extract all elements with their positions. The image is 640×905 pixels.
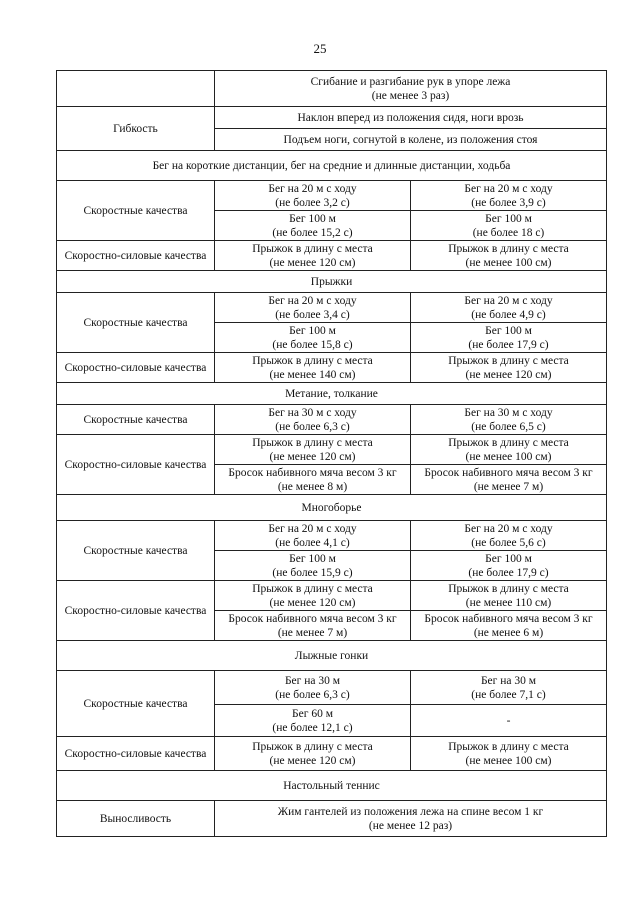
cell-line: Наклон вперед из положения сидя, ноги врозь bbox=[297, 111, 524, 124]
norm-cell bbox=[215, 129, 607, 151]
table-row bbox=[57, 801, 607, 837]
cell-line: Бег на 20 м с ходу bbox=[464, 522, 553, 535]
norm-cell-female bbox=[411, 581, 607, 611]
cell-line: Бросок набивного мяча весом 3 кг bbox=[424, 612, 593, 625]
norm-cell-female bbox=[411, 323, 607, 353]
page-number: 25 bbox=[313, 41, 327, 56]
norm-cell-female bbox=[411, 611, 607, 641]
cell-line: (не менее 140 см) bbox=[269, 368, 356, 381]
cell-line: (не более 6,5 с) bbox=[471, 420, 546, 433]
cell-line: Бег 100 м bbox=[289, 324, 336, 337]
norm-cell-male bbox=[215, 405, 411, 435]
section-row bbox=[57, 641, 607, 671]
cell-line: (не менее 120 см) bbox=[269, 596, 356, 609]
norm-cell-female bbox=[411, 435, 607, 465]
section-row bbox=[57, 495, 607, 521]
cell-line: (не более 17,9 с) bbox=[468, 338, 549, 351]
cell-line: Бег 100 м bbox=[485, 212, 532, 225]
cell-line: - bbox=[506, 714, 511, 727]
cell-line: (не менее 110 см) bbox=[465, 596, 552, 609]
quality-cell: Скоростные качества bbox=[57, 293, 215, 353]
cell-line: Бег 60 м bbox=[292, 707, 333, 720]
standards-table bbox=[56, 70, 607, 837]
cell-line: (не более 6,3 с) bbox=[275, 688, 350, 701]
cell-line: Бег на 20 м с ходу bbox=[464, 182, 553, 195]
cell-line: Бег на 20 м с ходу bbox=[268, 522, 357, 535]
cell-line: (не более 17,9 с) bbox=[468, 566, 549, 579]
section-row bbox=[57, 771, 607, 801]
cell-line: (не менее 120 см) bbox=[465, 368, 552, 381]
cell-line: (не менее 100 см) bbox=[465, 754, 552, 767]
norm-cell-female bbox=[411, 181, 607, 211]
cell-line: Бег на 20 м с ходу bbox=[268, 182, 357, 195]
norm-cell-female bbox=[411, 521, 607, 551]
norm-cell-male bbox=[215, 241, 411, 271]
quality-cell: Скоростно-силовые качества bbox=[57, 581, 215, 641]
cell-line: Прыжок в длину с места bbox=[448, 740, 569, 753]
cell-line: (не более 15,2 с) bbox=[272, 226, 353, 239]
norm-cell-male bbox=[215, 181, 411, 211]
cell-line: Бросок набивного мяча весом 3 кг bbox=[228, 466, 397, 479]
cell-line: (не более 5,6 с) bbox=[471, 536, 546, 549]
table-row bbox=[57, 107, 607, 129]
table-row bbox=[57, 71, 607, 107]
norm-cell-male bbox=[215, 353, 411, 383]
quality-cell: Скоростные качества bbox=[57, 671, 215, 737]
cell-line: Прыжок в длину с места bbox=[252, 436, 373, 449]
table-row bbox=[57, 353, 607, 383]
cell-line: Бег на 30 м с ходу bbox=[268, 406, 357, 419]
quality-cell: Скоростные качества bbox=[57, 405, 215, 435]
cell-line: Прыжок в длину с места bbox=[252, 242, 373, 255]
cell-line: (не более 3,9 с) bbox=[471, 196, 546, 209]
cell-line: Прыжок в длину с места bbox=[252, 582, 373, 595]
quality-cell: Выносливость bbox=[57, 801, 215, 837]
table-row bbox=[57, 293, 607, 323]
cell-line: (не более 3,4 с) bbox=[275, 308, 350, 321]
cell-line: (не менее 8 м) bbox=[277, 480, 348, 493]
norm-cell-male bbox=[215, 465, 411, 495]
cell-line: Подъем ноги, согнутой в колене, из положения стоя bbox=[283, 133, 538, 146]
quality-cell: Гибкость bbox=[57, 107, 215, 151]
norm-cell-male bbox=[215, 551, 411, 581]
norm-cell-female bbox=[411, 671, 607, 705]
table-row bbox=[57, 181, 607, 211]
cell-line: Бег 100 м bbox=[485, 324, 532, 337]
quality-cell bbox=[57, 71, 215, 107]
cell-line: (не менее 6 м) bbox=[473, 626, 544, 639]
cell-line: Бег на 20 м с ходу bbox=[268, 294, 357, 307]
cell-line: (не менее 100 см) bbox=[465, 256, 552, 269]
cell-line: Жим гантелей из положения лежа на спине весом 1 кг bbox=[277, 805, 544, 818]
section-row bbox=[57, 271, 607, 293]
norm-cell-female bbox=[411, 405, 607, 435]
cell-line: Сгибание и разгибание рук в упоре лежа bbox=[310, 75, 511, 88]
cell-line: (не менее 100 см) bbox=[465, 450, 552, 463]
cell-line: (не менее 7 м) bbox=[473, 480, 544, 493]
section-row bbox=[57, 151, 607, 181]
cell-line: Прыжок в длину с места bbox=[448, 436, 569, 449]
table-row bbox=[57, 435, 607, 465]
cell-line: Бег 100 м bbox=[289, 552, 336, 565]
cell-line: Прыжок в длину с места bbox=[448, 582, 569, 595]
norm-cell-female bbox=[411, 737, 607, 771]
norm-cell-male bbox=[215, 611, 411, 641]
cell-line: Бег 100 м bbox=[485, 552, 532, 565]
norm-cell-male bbox=[215, 435, 411, 465]
section-heading: Прыжки bbox=[57, 271, 607, 293]
cell-line: (не более 4,9 с) bbox=[471, 308, 546, 321]
cell-line: Бег на 30 м с ходу bbox=[464, 406, 553, 419]
cell-line: (не менее 3 раз) bbox=[371, 89, 450, 102]
norm-cell-male bbox=[215, 705, 411, 737]
cell-line: Бег на 30 м bbox=[480, 674, 537, 687]
cell-line: Прыжок в длину с места bbox=[448, 354, 569, 367]
cell-line: (не более 6,3 с) bbox=[275, 420, 350, 433]
cell-line: Прыжок в длину с места bbox=[252, 740, 373, 753]
cell-line: (не более 4,1 с) bbox=[275, 536, 350, 549]
norm-cell-female bbox=[411, 705, 607, 737]
section-row bbox=[57, 383, 607, 405]
cell-line: (не более 18 с) bbox=[472, 226, 545, 239]
cell-line: Бег 100 м bbox=[289, 212, 336, 225]
cell-line: (не менее 120 см) bbox=[269, 256, 356, 269]
norm-cell-female bbox=[411, 465, 607, 495]
norm-cell-male bbox=[215, 737, 411, 771]
section-heading: Настольный теннис bbox=[57, 771, 607, 801]
table-row bbox=[57, 581, 607, 611]
cell-line: Прыжок в длину с места bbox=[448, 242, 569, 255]
quality-cell: Скоростно-силовые качества bbox=[57, 353, 215, 383]
table-row bbox=[57, 671, 607, 705]
norm-cell bbox=[215, 801, 607, 837]
section-heading: Многоборье bbox=[57, 495, 607, 521]
norm-cell-female bbox=[411, 211, 607, 241]
norm-cell-female bbox=[411, 551, 607, 581]
cell-line: (не более 15,9 с) bbox=[272, 566, 353, 579]
norm-cell-male bbox=[215, 323, 411, 353]
cell-line: (не менее 120 см) bbox=[269, 754, 356, 767]
quality-cell: Скоростные качества bbox=[57, 521, 215, 581]
cell-line: (не более 7,1 с) bbox=[471, 688, 546, 701]
norm-cell-female bbox=[411, 241, 607, 271]
cell-line: (не более 12,1 с) bbox=[272, 721, 353, 734]
quality-cell: Скоростно-силовые качества bbox=[57, 241, 215, 271]
cell-line: (не менее 12 раз) bbox=[368, 819, 453, 832]
cell-line: (не менее 7 м) bbox=[277, 626, 348, 639]
cell-line: Бег на 30 м bbox=[284, 674, 341, 687]
cell-line: Бросок набивного мяча весом 3 кг bbox=[228, 612, 397, 625]
cell-line: (не менее 120 см) bbox=[269, 450, 356, 463]
quality-cell: Скоростно-силовые качества bbox=[57, 737, 215, 771]
cell-line: Прыжок в длину с места bbox=[252, 354, 373, 367]
cell-line: (не более 15,8 с) bbox=[272, 338, 353, 351]
norm-cell-male bbox=[215, 293, 411, 323]
cell-line: (не более 3,2 с) bbox=[275, 196, 350, 209]
norm-cell bbox=[215, 107, 607, 129]
quality-cell: Скоростные качества bbox=[57, 181, 215, 241]
section-heading: Лыжные гонки bbox=[57, 641, 607, 671]
quality-cell: Скоростно-силовые качества bbox=[57, 435, 215, 495]
norm-cell-male bbox=[215, 671, 411, 705]
table-row bbox=[57, 405, 607, 435]
norm-cell bbox=[215, 71, 607, 107]
norm-cell-male bbox=[215, 581, 411, 611]
table-row bbox=[57, 241, 607, 271]
norm-cell-male bbox=[215, 521, 411, 551]
section-heading: Бег на короткие дистанции, бег на средние и длинные дистанции, ходьба bbox=[57, 151, 607, 181]
section-heading: Метание, толкание bbox=[57, 383, 607, 405]
table-row bbox=[57, 737, 607, 771]
norm-cell-male bbox=[215, 211, 411, 241]
table-row bbox=[57, 521, 607, 551]
cell-line: Бег на 20 м с ходу bbox=[464, 294, 553, 307]
cell-line: Бросок набивного мяча весом 3 кг bbox=[424, 466, 593, 479]
norm-cell-female bbox=[411, 353, 607, 383]
norm-cell-female bbox=[411, 293, 607, 323]
